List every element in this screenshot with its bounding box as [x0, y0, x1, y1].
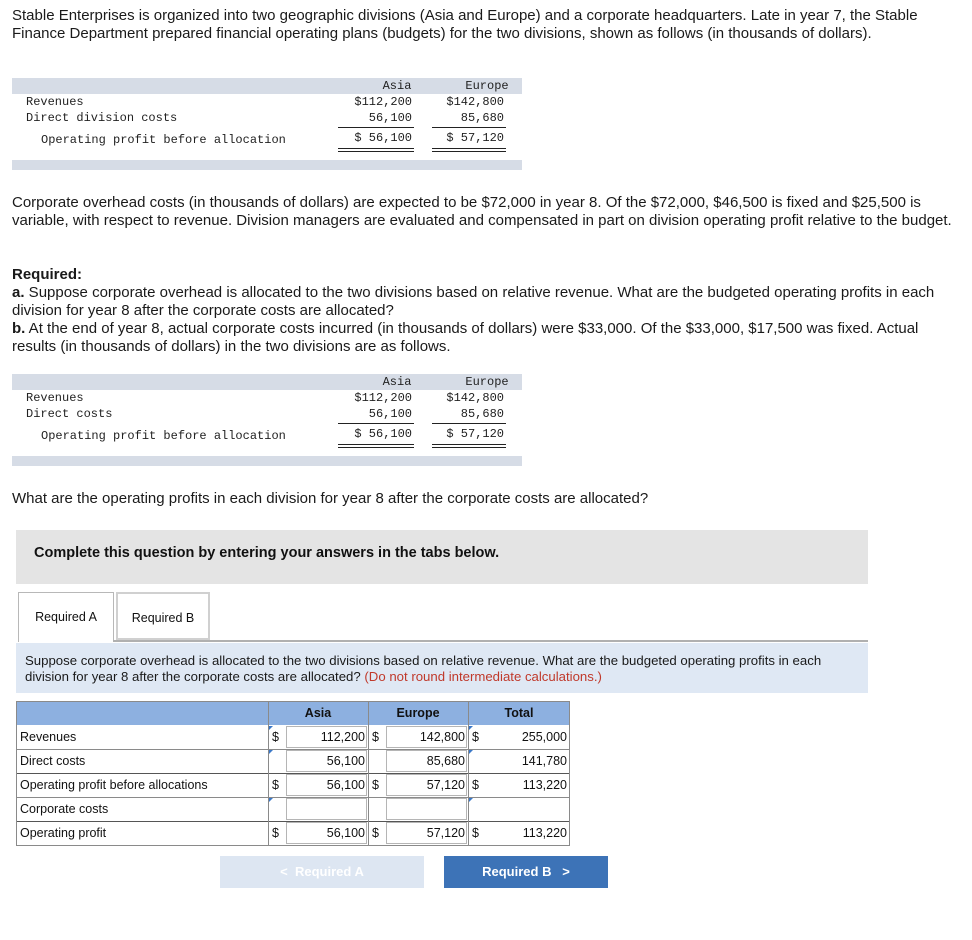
actual-row-europe: $ 57,120 — [446, 427, 504, 441]
next-tab-label: Required B — [482, 864, 552, 879]
currency-symbol — [272, 798, 286, 822]
budget-row-asia: 56,100 — [368, 111, 412, 125]
budget-col-europe: Europe — [465, 79, 509, 93]
total-value: 141,780 — [521, 754, 567, 768]
total-value: 255,000 — [521, 730, 567, 744]
row-label: Corporate costs — [20, 802, 109, 816]
currency-symbol: $ — [472, 778, 479, 792]
currency-symbol: $ — [272, 730, 279, 744]
question-text: What are the operating profits in each division for year 8 after the corporate costs are allocated? — [12, 490, 649, 507]
actual-col-europe: Europe — [465, 375, 509, 389]
actual-row-asia: 56,100 — [368, 407, 412, 421]
header-europe: Europe — [396, 706, 440, 720]
actual-row-asia: $112,200 — [354, 391, 412, 405]
budget-row-label: Direct division costs — [26, 111, 178, 125]
instructions-banner — [16, 530, 868, 584]
actual-row-label: Direct costs — [26, 407, 113, 421]
actual-row-europe: 85,680 — [460, 407, 504, 421]
row-label: Revenues — [20, 730, 77, 744]
budget-row-label: Revenues — [26, 95, 84, 109]
budget-statement — [12, 78, 522, 170]
currency-symbol — [272, 750, 286, 774]
actual-row-europe: $142,800 — [446, 391, 504, 405]
asia-value: 56,100 — [326, 778, 365, 792]
budget-row-asia: $112,200 — [354, 95, 412, 109]
europe-value: 57,120 — [426, 778, 465, 792]
budget-row-asia: $ 56,100 — [354, 131, 412, 145]
instruction-text: Suppose corporate overhead is allocated to the two divisions based on relative revenue. What are the budgeted operating profits in each division for year 8 after the corporate costs are allocated? — [25, 653, 822, 684]
currency-symbol: $ — [472, 730, 479, 744]
chevron-right-icon: > — [551, 864, 570, 879]
answer-table — [16, 701, 570, 845]
tab-label: Required A — [35, 610, 97, 624]
budget-row-europe: 85,680 — [460, 111, 504, 125]
row-label: Operating profit before allocations — [20, 778, 208, 792]
actual-col-asia: Asia — [382, 375, 412, 389]
europe-value: 85,680 — [426, 754, 465, 768]
currency-symbol — [472, 750, 486, 774]
asia-value: 56,100 — [326, 754, 365, 768]
total-value — [486, 798, 567, 822]
europe-value: 142,800 — [419, 730, 465, 744]
actual-row-label: Revenues — [26, 391, 84, 405]
currency-symbol: $ — [372, 826, 379, 840]
currency-symbol — [372, 750, 386, 774]
europe-value: 57,120 — [426, 826, 465, 840]
currency-symbol: $ — [372, 730, 379, 744]
budget-row-label: Operating profit before allocation — [41, 133, 286, 147]
prev-tab-label: Required A — [294, 864, 364, 879]
next-tab-button[interactable] — [444, 856, 608, 888]
header-asia: Asia — [304, 706, 332, 720]
chevron-left-icon: < — [280, 864, 295, 879]
asia-value: 112,200 — [320, 730, 365, 744]
tab-label: Required B — [131, 611, 195, 625]
actual-statement — [12, 374, 522, 466]
overhead-paragraph: Corporate overhead costs (in thousands of dollars) are expected to be $72,000 in year 8. Of the $72,000, $46,500 is fixed and $25,500 is variable, with respect to revenue. Division managers are evaluated and compensated in part on division operating profit relative to the budget. — [12, 194, 952, 229]
tab-required-b[interactable] — [116, 592, 210, 640]
currency-symbol: $ — [272, 826, 279, 840]
tab-required-a[interactable] — [18, 592, 114, 642]
tab-instruction — [16, 643, 868, 693]
currency-symbol — [372, 798, 386, 822]
row-label: Operating profit — [20, 826, 107, 840]
asia-value — [286, 798, 365, 822]
instruction-note: (Do not round intermediate calculations.) — [364, 669, 602, 684]
actual-row-label: Operating profit before allocation — [41, 429, 286, 443]
required-b-text: b. At the end of year 8, actual corporate costs incurred (in thousands of dollars) were $33,000. Of the $33,000, $17,500 was fixed. Actual results (in thousands of dollars) in the two divisions are as follows. — [12, 320, 919, 355]
required-heading: Required: — [12, 266, 83, 283]
budget-col-asia: Asia — [382, 79, 412, 93]
currency-symbol: $ — [472, 826, 479, 840]
header-total: Total — [504, 706, 534, 720]
intro-paragraph: Stable Enterprises is organized into two geographic divisions (Asia and Europe) and a corporate headquarters. Late in year 7, the Stable Finance Department prepared financial operating plans (budgets) for the two divisions, shown as follows (in thousands of dollars). — [12, 7, 918, 42]
europe-value — [386, 798, 465, 822]
row-label: Direct costs — [20, 754, 86, 768]
budget-row-europe: $142,800 — [446, 95, 504, 109]
budget-row-europe: $ 57,120 — [446, 131, 504, 145]
total-value: 113,220 — [522, 826, 567, 840]
currency-symbol: $ — [372, 778, 379, 792]
tab-divider — [113, 640, 868, 642]
currency-symbol — [472, 798, 486, 822]
total-value: 113,220 — [522, 778, 567, 792]
required-a-text: a. Suppose corporate overhead is allocated to the two divisions based on relative revenue. What are the budgeted operating profits in each division for year 8 after the corporate costs are allocated? — [12, 284, 935, 319]
asia-value: 56,100 — [326, 826, 365, 840]
currency-symbol: $ — [272, 778, 279, 792]
instructions-banner-text: Complete this question by entering your answers in the tabs below. — [34, 545, 500, 561]
prev-tab-button[interactable] — [220, 856, 424, 888]
actual-row-asia: $ 56,100 — [354, 427, 412, 441]
